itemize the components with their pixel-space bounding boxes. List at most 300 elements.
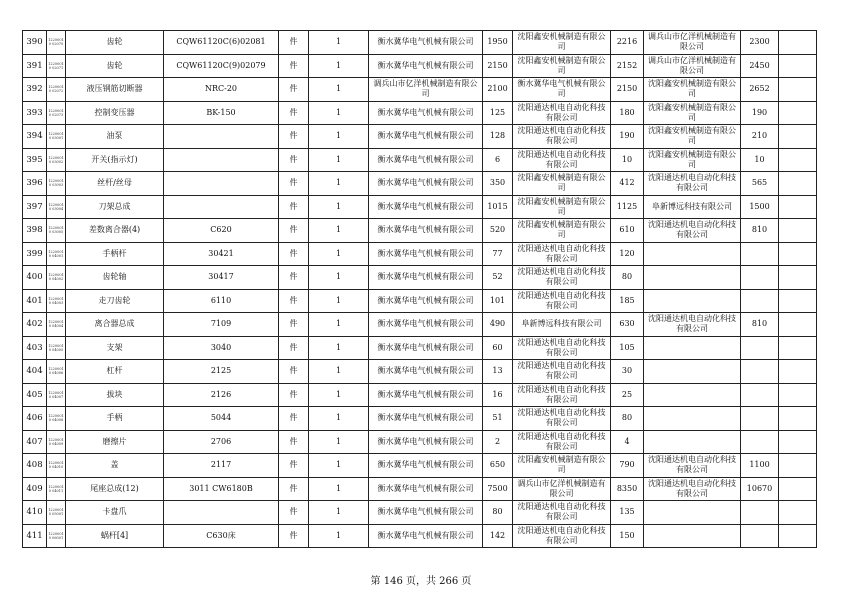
quantity-cell: 1 (309, 195, 369, 219)
supplier-3-cell: 沈阳鑫安机械制造有限公司 (644, 148, 741, 172)
row-number-cell: 409 (23, 477, 47, 501)
material-code-cell: 12200010 02073 (47, 101, 66, 125)
spec-cell: 2126 (164, 383, 279, 407)
material-code-cell: 12200010 04005 (47, 336, 66, 360)
spec-cell: 2125 (164, 360, 279, 384)
price-3-cell: 810 (741, 219, 779, 243)
price-2-cell: 150 (611, 524, 644, 548)
supplier-2-cell: 衡水冀华电气机械有限公司 (513, 78, 611, 102)
supplier-1-cell: 衡水冀华电气机械有限公司 (369, 407, 483, 431)
price-3-cell: 2652 (741, 78, 779, 102)
price-1-cell: 77 (483, 242, 513, 266)
blank-cell (779, 336, 817, 360)
quantity-cell: 1 (309, 242, 369, 266)
quantity-cell: 1 (309, 430, 369, 454)
price-3-cell: 10670 (741, 477, 779, 501)
supplier-1-cell: 衡水冀华电气机械有限公司 (369, 101, 483, 125)
spec-cell: NRC-20 (164, 78, 279, 102)
row-number-cell: 402 (23, 313, 47, 337)
supplier-1-cell: 衡水冀华电气机械有限公司 (369, 219, 483, 243)
supplier-2-cell: 调兵山市亿洋机械制造有限公司 (513, 477, 611, 501)
price-2-cell: 180 (611, 101, 644, 125)
parts-price-table (22, 30, 817, 548)
price-2-cell: 4 (611, 430, 644, 454)
price-2-cell: 190 (611, 125, 644, 149)
quantity-cell: 1 (309, 219, 369, 243)
quantity-cell: 1 (309, 31, 369, 55)
unit-cell: 件 (279, 289, 309, 313)
material-code-cell: 12200010 04001 (47, 242, 66, 266)
row-number-cell: 394 (23, 125, 47, 149)
unit-cell: 件 (279, 454, 309, 478)
unit-cell: 件 (279, 31, 309, 55)
price-1-cell: 101 (483, 289, 513, 313)
price-2-cell: 105 (611, 336, 644, 360)
table-row (23, 172, 817, 196)
price-1-cell: 650 (483, 454, 513, 478)
supplier-2-cell: 沈阳通达机电自动化科技有限公司 (513, 336, 611, 360)
quantity-cell: 1 (309, 78, 369, 102)
price-3-cell (741, 242, 779, 266)
price-2-cell: 2150 (611, 78, 644, 102)
part-name-cell: 尾座总成(12) (66, 477, 164, 501)
unit-cell: 件 (279, 78, 309, 102)
part-name-cell: 刀架总成 (66, 195, 164, 219)
table-row (23, 477, 817, 501)
table-row (23, 524, 817, 548)
unit-cell: 件 (279, 430, 309, 454)
row-number-cell: 395 (23, 148, 47, 172)
part-name-cell: 齿轮 (66, 54, 164, 78)
supplier-2-cell: 沈阳通达机电自动化科技有限公司 (513, 101, 611, 125)
material-code-cell: 12200010 02070 (47, 31, 66, 55)
quantity-cell: 1 (309, 101, 369, 125)
supplier-1-cell: 衡水冀华电气机械有限公司 (369, 430, 483, 454)
blank-cell (779, 148, 817, 172)
price-3-cell (741, 289, 779, 313)
price-3-cell (741, 360, 779, 384)
supplier-1-cell: 衡水冀华电气机械有限公司 (369, 195, 483, 219)
price-3-cell (741, 407, 779, 431)
table-row (23, 266, 817, 290)
supplier-3-cell: 调兵山市亿洋机械制造有限公司 (644, 54, 741, 78)
table-row (23, 383, 817, 407)
material-code-cell: 12200010 02071 (47, 54, 66, 78)
quantity-cell: 1 (309, 336, 369, 360)
row-number-cell: 401 (23, 289, 47, 313)
blank-cell (779, 54, 817, 78)
unit-cell: 件 (279, 54, 309, 78)
spec-cell (164, 501, 279, 525)
material-code-cell: 12200010 03002 (47, 148, 66, 172)
row-number-cell: 411 (23, 524, 47, 548)
spec-cell (164, 125, 279, 149)
blank-cell (779, 125, 817, 149)
table-row (23, 54, 817, 78)
blank-cell (779, 219, 817, 243)
supplier-3-cell (644, 242, 741, 266)
quantity-cell: 1 (309, 407, 369, 431)
quantity-cell: 1 (309, 477, 369, 501)
part-name-cell: 手柄杆 (66, 242, 164, 266)
price-1-cell: 16 (483, 383, 513, 407)
spec-cell: 5044 (164, 407, 279, 431)
supplier-2-cell: 沈阳通达机电自动化科技有限公司 (513, 407, 611, 431)
unit-cell: 件 (279, 266, 309, 290)
unit-cell: 件 (279, 242, 309, 266)
price-3-cell (741, 501, 779, 525)
table-row (23, 101, 817, 125)
blank-cell (779, 383, 817, 407)
material-code-cell: 12200010 05001 (47, 501, 66, 525)
spec-cell: C630床 (164, 524, 279, 548)
table-row (23, 219, 817, 243)
price-2-cell: 30 (611, 360, 644, 384)
row-number-cell: 406 (23, 407, 47, 431)
material-code-cell: 12200010 02072 (47, 78, 66, 102)
price-1-cell: 51 (483, 407, 513, 431)
row-number-cell: 399 (23, 242, 47, 266)
supplier-2-cell: 沈阳鑫安机械制造有限公司 (513, 31, 611, 55)
quantity-cell: 1 (309, 383, 369, 407)
price-2-cell: 25 (611, 383, 644, 407)
spec-cell: C620 (164, 219, 279, 243)
price-3-cell (741, 266, 779, 290)
price-1-cell: 350 (483, 172, 513, 196)
supplier-1-cell: 衡水冀华电气机械有限公司 (369, 289, 483, 313)
unit-cell: 件 (279, 125, 309, 149)
quantity-cell: 1 (309, 524, 369, 548)
supplier-3-cell (644, 501, 741, 525)
part-name-cell: 差数离合器(4) (66, 219, 164, 243)
quantity-cell: 1 (309, 148, 369, 172)
price-3-cell: 1500 (741, 195, 779, 219)
price-2-cell: 120 (611, 242, 644, 266)
material-code-cell: 12200010 04003 (47, 289, 66, 313)
table-row (23, 360, 817, 384)
spec-cell (164, 148, 279, 172)
price-2-cell: 630 (611, 313, 644, 337)
table-body (23, 31, 817, 548)
blank-cell (779, 195, 817, 219)
unit-cell: 件 (279, 524, 309, 548)
supplier-1-cell: 衡水冀华电气机械有限公司 (369, 360, 483, 384)
quantity-cell: 1 (309, 172, 369, 196)
supplier-2-cell: 沈阳通达机电自动化科技有限公司 (513, 289, 611, 313)
price-1-cell: 7500 (483, 477, 513, 501)
blank-cell (779, 454, 817, 478)
quantity-cell: 1 (309, 360, 369, 384)
supplier-3-cell (644, 360, 741, 384)
quantity-cell: 1 (309, 454, 369, 478)
quantity-cell: 1 (309, 289, 369, 313)
row-number-cell: 405 (23, 383, 47, 407)
blank-cell (779, 313, 817, 337)
row-number-cell: 407 (23, 430, 47, 454)
row-number-cell: 410 (23, 501, 47, 525)
price-3-cell (741, 383, 779, 407)
unit-cell: 件 (279, 313, 309, 337)
supplier-1-cell: 衡水冀华电气机械有限公司 (369, 31, 483, 55)
supplier-1-cell: 衡水冀华电气机械有限公司 (369, 125, 483, 149)
price-2-cell: 80 (611, 407, 644, 431)
price-2-cell: 10 (611, 148, 644, 172)
material-code-cell: 12200010 04009 (47, 430, 66, 454)
material-code-cell: 12200010 03005 (47, 219, 66, 243)
supplier-2-cell: 沈阳鑫安机械制造有限公司 (513, 454, 611, 478)
price-2-cell: 185 (611, 289, 644, 313)
quantity-cell: 1 (309, 313, 369, 337)
price-1-cell: 1950 (483, 31, 513, 55)
material-code-cell: 12200010 03003 (47, 172, 66, 196)
price-2-cell: 135 (611, 501, 644, 525)
price-1-cell: 128 (483, 125, 513, 149)
unit-cell: 件 (279, 383, 309, 407)
price-3-cell: 2300 (741, 31, 779, 55)
supplier-3-cell (644, 407, 741, 431)
supplier-2-cell: 沈阳鑫安机械制造有限公司 (513, 219, 611, 243)
unit-cell: 件 (279, 172, 309, 196)
part-name-cell: 齿轮轴 (66, 266, 164, 290)
supplier-2-cell: 沈阳通达机电自动化科技有限公司 (513, 360, 611, 384)
supplier-2-cell: 沈阳鑫安机械制造有限公司 (513, 195, 611, 219)
spec-cell: BK-150 (164, 101, 279, 125)
spec-cell: 2117 (164, 454, 279, 478)
row-number-cell: 408 (23, 454, 47, 478)
price-2-cell: 1125 (611, 195, 644, 219)
price-2-cell: 8350 (611, 477, 644, 501)
price-2-cell: 80 (611, 266, 644, 290)
price-3-cell (741, 336, 779, 360)
price-1-cell: 13 (483, 360, 513, 384)
supplier-2-cell: 沈阳通达机电自动化科技有限公司 (513, 266, 611, 290)
material-code-cell: 12200010 06001 (47, 524, 66, 548)
table-row (23, 78, 817, 102)
blank-cell (779, 360, 817, 384)
material-code-cell: 12200010 04011 (47, 477, 66, 501)
price-2-cell: 610 (611, 219, 644, 243)
price-1-cell: 2 (483, 430, 513, 454)
row-number-cell: 392 (23, 78, 47, 102)
supplier-3-cell: 沈阳通达机电自动化科技有限公司 (644, 454, 741, 478)
table-row (23, 454, 817, 478)
blank-cell (779, 266, 817, 290)
spec-cell (164, 195, 279, 219)
price-3-cell: 10 (741, 148, 779, 172)
price-2-cell: 790 (611, 454, 644, 478)
spec-cell: 30417 (164, 266, 279, 290)
spec-cell: CQW61120C(9)02079 (164, 54, 279, 78)
price-3-cell: 190 (741, 101, 779, 125)
unit-cell: 件 (279, 477, 309, 501)
row-number-cell: 400 (23, 266, 47, 290)
supplier-3-cell: 沈阳通达机电自动化科技有限公司 (644, 313, 741, 337)
part-name-cell: 液压钢筋切断器 (66, 78, 164, 102)
quantity-cell: 1 (309, 501, 369, 525)
table-row (23, 195, 817, 219)
supplier-1-cell: 衡水冀华电气机械有限公司 (369, 454, 483, 478)
supplier-1-cell: 衡水冀华电气机械有限公司 (369, 54, 483, 78)
row-number-cell: 397 (23, 195, 47, 219)
supplier-3-cell (644, 430, 741, 454)
supplier-3-cell: 沈阳通达机电自动化科技有限公司 (644, 219, 741, 243)
price-1-cell: 80 (483, 501, 513, 525)
supplier-3-cell: 沈阳通达机电自动化科技有限公司 (644, 477, 741, 501)
supplier-1-cell: 衡水冀华电气机械有限公司 (369, 477, 483, 501)
supplier-1-cell: 衡水冀华电气机械有限公司 (369, 313, 483, 337)
part-name-cell: 盖 (66, 454, 164, 478)
supplier-1-cell: 衡水冀华电气机械有限公司 (369, 148, 483, 172)
unit-cell: 件 (279, 101, 309, 125)
row-number-cell: 393 (23, 101, 47, 125)
table-row (23, 336, 817, 360)
supplier-3-cell: 调兵山市亿洋机械制造有限公司 (644, 31, 741, 55)
supplier-3-cell (644, 383, 741, 407)
supplier-2-cell: 沈阳通达机电自动化科技有限公司 (513, 148, 611, 172)
part-name-cell: 卡盘爪 (66, 501, 164, 525)
part-name-cell: 开关(指示灯) (66, 148, 164, 172)
blank-cell (779, 101, 817, 125)
table-row (23, 407, 817, 431)
blank-cell (779, 477, 817, 501)
spec-cell (164, 172, 279, 196)
spec-cell: CQW61120C(6)02081 (164, 31, 279, 55)
quantity-cell: 1 (309, 266, 369, 290)
price-1-cell: 520 (483, 219, 513, 243)
supplier-3-cell: 沈阳鑫安机械制造有限公司 (644, 125, 741, 149)
table-row (23, 242, 817, 266)
row-number-cell: 396 (23, 172, 47, 196)
blank-cell (779, 289, 817, 313)
supplier-1-cell: 衡水冀华电气机械有限公司 (369, 242, 483, 266)
price-1-cell: 1015 (483, 195, 513, 219)
supplier-2-cell: 沈阳通达机电自动化科技有限公司 (513, 524, 611, 548)
material-code-cell: 12200010 03004 (47, 195, 66, 219)
supplier-1-cell: 衡水冀华电气机械有限公司 (369, 336, 483, 360)
material-code-cell: 12200010 04008 (47, 407, 66, 431)
price-3-cell: 2450 (741, 54, 779, 78)
unit-cell: 件 (279, 407, 309, 431)
part-name-cell: 油泵 (66, 125, 164, 149)
price-3-cell (741, 524, 779, 548)
quantity-cell: 1 (309, 125, 369, 149)
supplier-2-cell: 沈阳通达机电自动化科技有限公司 (513, 430, 611, 454)
supplier-3-cell: 沈阳鑫安机械制造有限公司 (644, 78, 741, 102)
price-2-cell: 412 (611, 172, 644, 196)
supplier-1-cell: 衡水冀华电气机械有限公司 (369, 266, 483, 290)
material-code-cell: 12200010 04010 (47, 454, 66, 478)
table-row (23, 125, 817, 149)
price-1-cell: 125 (483, 101, 513, 125)
price-1-cell: 60 (483, 336, 513, 360)
supplier-3-cell (644, 336, 741, 360)
part-name-cell: 磨擦片 (66, 430, 164, 454)
price-2-cell: 2152 (611, 54, 644, 78)
price-1-cell: 2150 (483, 54, 513, 78)
supplier-1-cell: 衡水冀华电气机械有限公司 (369, 524, 483, 548)
spec-cell: 6110 (164, 289, 279, 313)
row-number-cell: 398 (23, 219, 47, 243)
supplier-2-cell: 沈阳鑫安机械制造有限公司 (513, 172, 611, 196)
blank-cell (779, 78, 817, 102)
part-name-cell: 离合器总成 (66, 313, 164, 337)
supplier-2-cell: 沈阳通达机电自动化科技有限公司 (513, 125, 611, 149)
part-name-cell: 走刀齿轮 (66, 289, 164, 313)
row-number-cell: 404 (23, 360, 47, 384)
supplier-3-cell: 沈阳鑫安机械制造有限公司 (644, 101, 741, 125)
material-code-cell: 12200010 04006 (47, 360, 66, 384)
blank-cell (779, 172, 817, 196)
blank-cell (779, 242, 817, 266)
table-row (23, 289, 817, 313)
unit-cell: 件 (279, 501, 309, 525)
price-3-cell: 565 (741, 172, 779, 196)
supplier-1-cell: 衡水冀华电气机械有限公司 (369, 172, 483, 196)
part-name-cell: 手柄 (66, 407, 164, 431)
price-2-cell: 2216 (611, 31, 644, 55)
price-1-cell: 6 (483, 148, 513, 172)
material-code-cell: 12200010 04007 (47, 383, 66, 407)
spec-cell: 7109 (164, 313, 279, 337)
table-row (23, 430, 817, 454)
row-number-cell: 391 (23, 54, 47, 78)
unit-cell: 件 (279, 360, 309, 384)
price-1-cell: 52 (483, 266, 513, 290)
blank-cell (779, 501, 817, 525)
spec-cell: 3040 (164, 336, 279, 360)
blank-cell (779, 407, 817, 431)
part-name-cell: 杠杆 (66, 360, 164, 384)
blank-cell (779, 430, 817, 454)
table-row (23, 148, 817, 172)
price-3-cell: 810 (741, 313, 779, 337)
supplier-1-cell: 调兵山市亿洋机械制造有限公司 (369, 78, 483, 102)
supplier-3-cell (644, 289, 741, 313)
table-row (23, 501, 817, 525)
part-name-cell: 蜗杆[4] (66, 524, 164, 548)
supplier-1-cell: 衡水冀华电气机械有限公司 (369, 383, 483, 407)
price-1-cell: 490 (483, 313, 513, 337)
supplier-3-cell (644, 524, 741, 548)
supplier-2-cell: 沈阳通达机电自动化科技有限公司 (513, 242, 611, 266)
price-3-cell: 1100 (741, 454, 779, 478)
supplier-2-cell: 沈阳鑫安机械制造有限公司 (513, 54, 611, 78)
table-row (23, 313, 817, 337)
price-1-cell: 142 (483, 524, 513, 548)
supplier-2-cell: 沈阳通达机电自动化科技有限公司 (513, 383, 611, 407)
material-code-cell: 12200010 04002 (47, 266, 66, 290)
quantity-cell: 1 (309, 54, 369, 78)
supplier-2-cell: 阜新博远科技有限公司 (513, 313, 611, 337)
part-name-cell: 控制变压器 (66, 101, 164, 125)
part-name-cell: 丝杆/丝母 (66, 172, 164, 196)
supplier-3-cell (644, 266, 741, 290)
spec-cell: 30421 (164, 242, 279, 266)
supplier-2-cell: 沈阳通达机电自动化科技有限公司 (513, 501, 611, 525)
unit-cell: 件 (279, 336, 309, 360)
supplier-1-cell: 衡水冀华电气机械有限公司 (369, 501, 483, 525)
spec-cell: 2706 (164, 430, 279, 454)
price-1-cell: 2100 (483, 78, 513, 102)
price-3-cell (741, 430, 779, 454)
spec-cell: 3011 CW6180B (164, 477, 279, 501)
row-number-cell: 403 (23, 336, 47, 360)
row-number-cell: 390 (23, 31, 47, 55)
unit-cell: 件 (279, 219, 309, 243)
part-name-cell: 拔块 (66, 383, 164, 407)
unit-cell: 件 (279, 195, 309, 219)
price-3-cell: 210 (741, 125, 779, 149)
